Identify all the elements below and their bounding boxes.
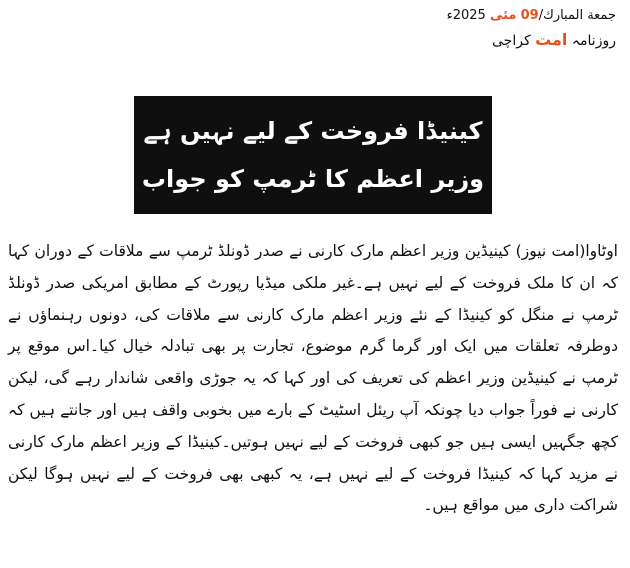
paper-brand: امت — [535, 30, 568, 49]
article-body: اوٹاوا(امت نیوز) کینیڈین وزیر اعظم مارک کارنی نے صدر ڈونلڈ ٹرمپ سے ملاقات کے دوران کہا کہ ان کا ملک فروخت کے لیے نہیں ہے۔غیر ملکی میڈیا رپورٹ کے مطابق امریکی صدر ڈونلڈ ٹرمپ نے منگل کو کینیڈا کے نئے وزیر اعظم مارک کارنی سے ملاقات کی، دونوں رہنماؤں نے دوطرفہ تعلقات میں ایک اور گرما گرم موضوع، تجارت پر بھی تبادلہ خیال کیا۔اس موقع پر ٹرمپ نے کینیڈین وزیر اعظم کی تعریف کی اور کہا کہ یہ جوڑی واقعی شاندار رہے گی، لیکن کارنی نے فوراً جواب دیا چونکہ آپ ریئل اسٹیٹ کے بارے میں بخوبی واقف ہیں اور جانتے ہیں کہ کچھ جگہیں ایسی ہیں جو کبھی فروخت کے لیے نہیں ہوتیں۔کینیڈا کے وزیر اعظم مارک کارنی نے مزید کہا کہ کینیڈا فروخت کے لیے نہیں ہے، یہ کبھی بھی فروخت کے لیے نہیں ہوگا لیکن شراکت داری میں مواقع ہیں۔ — [8, 242, 618, 515]
headline-line-2: وزیر اعظم کا ٹرمپ کو جواب — [141, 165, 485, 193]
date-year: 2025ء — [446, 8, 486, 23]
date-month: مئی — [489, 8, 517, 23]
headline-box — [134, 96, 492, 214]
dateline — [366, 6, 616, 26]
paper-prefix: روزنامہ — [571, 33, 616, 49]
newspaper-name — [492, 30, 616, 49]
headline-line-1: کینیڈا فروخت کے لیے نہیں ہے — [143, 117, 483, 145]
date-day: 09 — [520, 8, 539, 23]
paper-city: کراچی — [492, 33, 531, 49]
day-name: جمعة المبارك/ — [538, 8, 616, 23]
